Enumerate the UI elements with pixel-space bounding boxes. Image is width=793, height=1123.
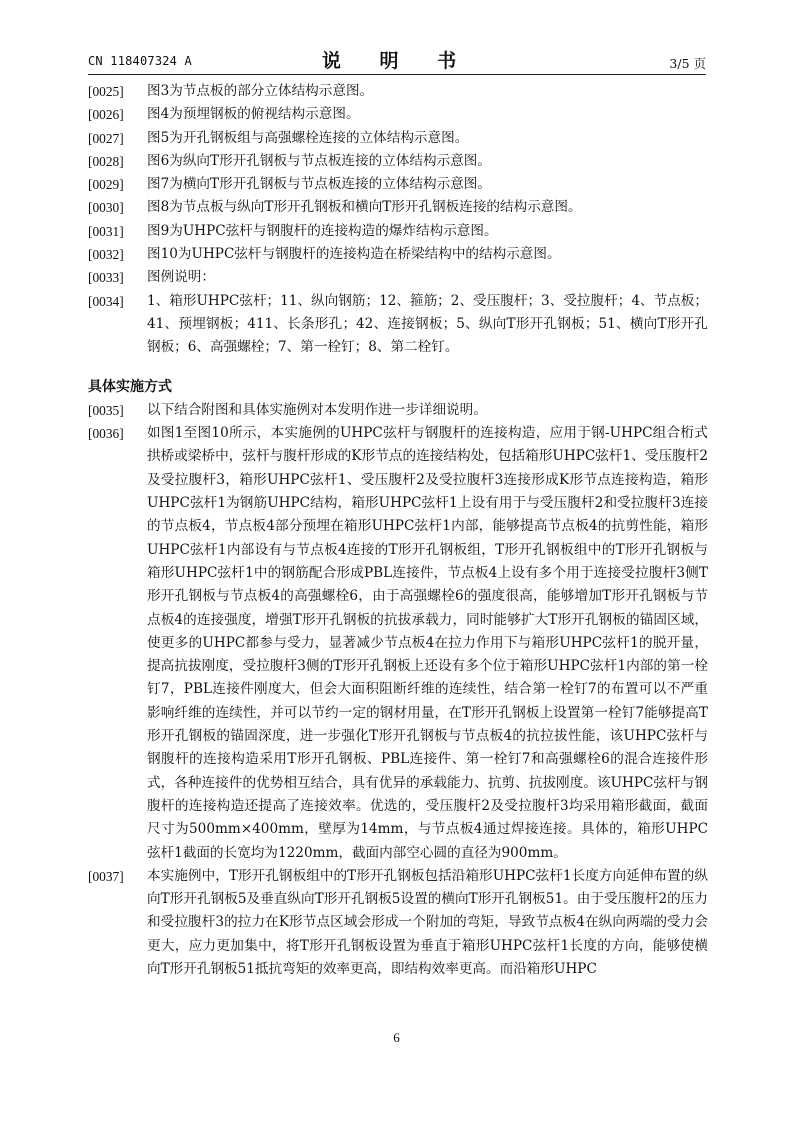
paragraph-text: 图5为开孔钢板组与高强螺栓连接的立体结构示意图。 bbox=[147, 129, 469, 146]
paragraph-number: [0034] bbox=[88, 293, 124, 309]
paragraph bbox=[88, 865, 708, 981]
paragraph bbox=[88, 243, 708, 266]
paragraph bbox=[88, 220, 708, 243]
embodiment-paragraphs bbox=[88, 399, 708, 981]
document-body bbox=[88, 80, 708, 981]
paragraph bbox=[88, 127, 708, 150]
paragraph bbox=[88, 290, 708, 360]
publication-number: CN 118407324 A bbox=[88, 54, 192, 68]
section-heading: 具体实施方式 bbox=[88, 378, 172, 395]
document-title: 说 明 书 bbox=[321, 50, 473, 72]
page-header bbox=[88, 46, 706, 72]
paragraph-number: [0033] bbox=[88, 270, 124, 286]
paragraph bbox=[88, 422, 708, 865]
paragraph-number: [0028] bbox=[88, 153, 124, 169]
figure-description-list bbox=[88, 80, 708, 360]
page-indicator: 3/5 页 bbox=[669, 56, 706, 71]
paragraph bbox=[88, 173, 708, 196]
paragraph-text: 本实施例中，T形开孔钢板组中的T形开孔钢板包括沿箱形UHPC弦杆1长度方向延伸布置的纵向T形开孔钢板5及垂直纵向T形开孔钢板5设置的横向T形开孔钢板51。由于受压腹杆2的压力和受拉腹杆3的拉力在K形节点区域会形成一个附加的弯矩，导致节点板4在纵向两端的受力会更大，应力更加集中，将T形开孔钢板设置为垂直于箱形UHPC弦杆1长度的方向，能够使横向T形开孔钢板51抵抗弯矩的效率更高，即结构效率更高。而沿箱形UHPC bbox=[147, 867, 708, 977]
paragraph-number: [0032] bbox=[88, 247, 124, 263]
paragraph-number: [0025] bbox=[88, 84, 124, 99]
paragraph-number: [0029] bbox=[88, 177, 124, 193]
paragraph-text: 如图1至图10所示，本实施例的UHPC弦杆与钢腹杆的连接构造，应用于钢-UHPC组合桁式拱桥或梁桥中，弦杆与腹杆形成的K形节点的连接结构处，包括箱形UHPC弦杆1、受压腹杆2及受拉腹杆3，箱形UHPC弦杆1、受压腹杆2及受拉腹杆3连接形成K形节点连接构造，箱形UHPC弦杆1为钢筋UHPC结构，箱形UHPC弦杆1上设有用于与受压腹杆2和受拉腹杆3连接的节点板4，节点板4部分预埋在箱形UHPC弦杆1内部，能够提高节点板4的抗剪性能，箱形UHPC弦杆1内部设有与节点板4连接的T形开孔钢板组，T形开孔钢板组中的T形开孔钢板与箱形UHPC弦杆1中的钢筋配合形成PBL连接件，节点板4上设有多个用于连接受拉腹杆3侧T形开孔钢板与节点板4的高强螺栓6，由于高强螺栓6的强度很高，能够增加T形开孔钢板与节点板4的连接强度，增强T形开孔钢板的抗拔承载力，同时能够扩大T形开孔钢板的锚固区域，使更多的UHPC都参与受力，显著减少节点板4在拉力作用下与箱形UHPC弦杆1的脱开量，提高抗拔刚度，受拉腹杆3侧的T形开孔钢板上还设有多个位于箱形UHPC弦杆1内部的第一栓钉7，PBL连接件刚度大，但会大面积阻断纤维的连续性，结合第一栓钉7的布置可以不严重影响纤维的连续性，并可以节约一定的钢材用量，在T形开孔钢板上设置第一栓钉7能够提高T形开孔钢板的锚固深度，进一步强化T形开孔钢板与节点板4的抗拉拔性能，该UHPC弦杆与钢腹杆的连接构造采用T形开孔钢板、PBL连接件、第一栓钉7和高强螺栓6的混合连接件形式，各种连接件的优势相互结合，具有优异的承载能力、抗剪、抗拔刚度。该UHPC弦杆与钢腹杆的连接构造还提高了连接效率。优选的，受压腹杆2及受拉腹杆3均采用箱形截面，截面尺寸为500mm×400mm，壁厚为14mm，与节点板4通过焊接连接。具体的，箱形UHPC弦杆1截面的长宽均为1220mm，截面内部空心圆的直径为900mm。 bbox=[147, 425, 708, 861]
paragraph-number: [0035] bbox=[88, 402, 124, 418]
paragraph bbox=[88, 196, 708, 219]
header-divider bbox=[88, 74, 706, 75]
paragraph-text: 1、箱形UHPC弦杆；11、纵向钢筋；12、箍筋；2、受压腹杆；3、受拉腹杆；4、节点板；41、预埋钢板；411、长条形孔；42、连接钢板；5、纵向T形开孔钢板；51、横向T形开孔钢板；6、高强螺栓；7、第一栓钉；8、第二栓钉。 bbox=[147, 292, 708, 356]
paragraph-text: 图8为节点板与纵向T形开孔钢板和横向T形开孔钢板连接的结构示意图。 bbox=[147, 199, 582, 216]
paragraph-text: 图4为预埋钢板的俯视结构示意图。 bbox=[147, 106, 360, 123]
paragraph bbox=[88, 399, 708, 422]
paragraph-text: 图9为UHPC弦杆与钢腹杆的连接构造的爆炸结构示意图。 bbox=[147, 222, 498, 239]
paragraph-text: 图10为UHPC弦杆与钢腹杆的连接构造在桥梁结构中的结构示意图。 bbox=[147, 246, 561, 263]
paragraph-number: [0030] bbox=[88, 200, 124, 216]
paragraph-number: [0031] bbox=[88, 223, 124, 239]
paragraph-text: 图6为纵向T形开孔钢板与节点板连接的立体结构示意图。 bbox=[147, 152, 491, 169]
page-number: 6 bbox=[393, 1030, 400, 1045]
paragraph-text: 图例说明： bbox=[147, 269, 215, 286]
paragraph-number: [0037] bbox=[88, 868, 124, 884]
paragraph-text: 图7为横向T形开孔钢板与节点板连接的立体结构示意图。 bbox=[147, 176, 491, 193]
paragraph-number: [0027] bbox=[88, 130, 124, 146]
paragraph bbox=[88, 266, 708, 289]
paragraph-text: 以下结合附图和具体实施例对本发明作进一步详细说明。 bbox=[147, 401, 487, 418]
paragraph bbox=[88, 150, 708, 173]
paragraph bbox=[88, 103, 708, 126]
paragraph-text: 图3为节点板的部分立体结构示意图。 bbox=[147, 83, 374, 99]
paragraph-number: [0026] bbox=[88, 107, 124, 123]
paragraph-number: [0036] bbox=[88, 426, 124, 442]
paragraph bbox=[88, 80, 708, 103]
